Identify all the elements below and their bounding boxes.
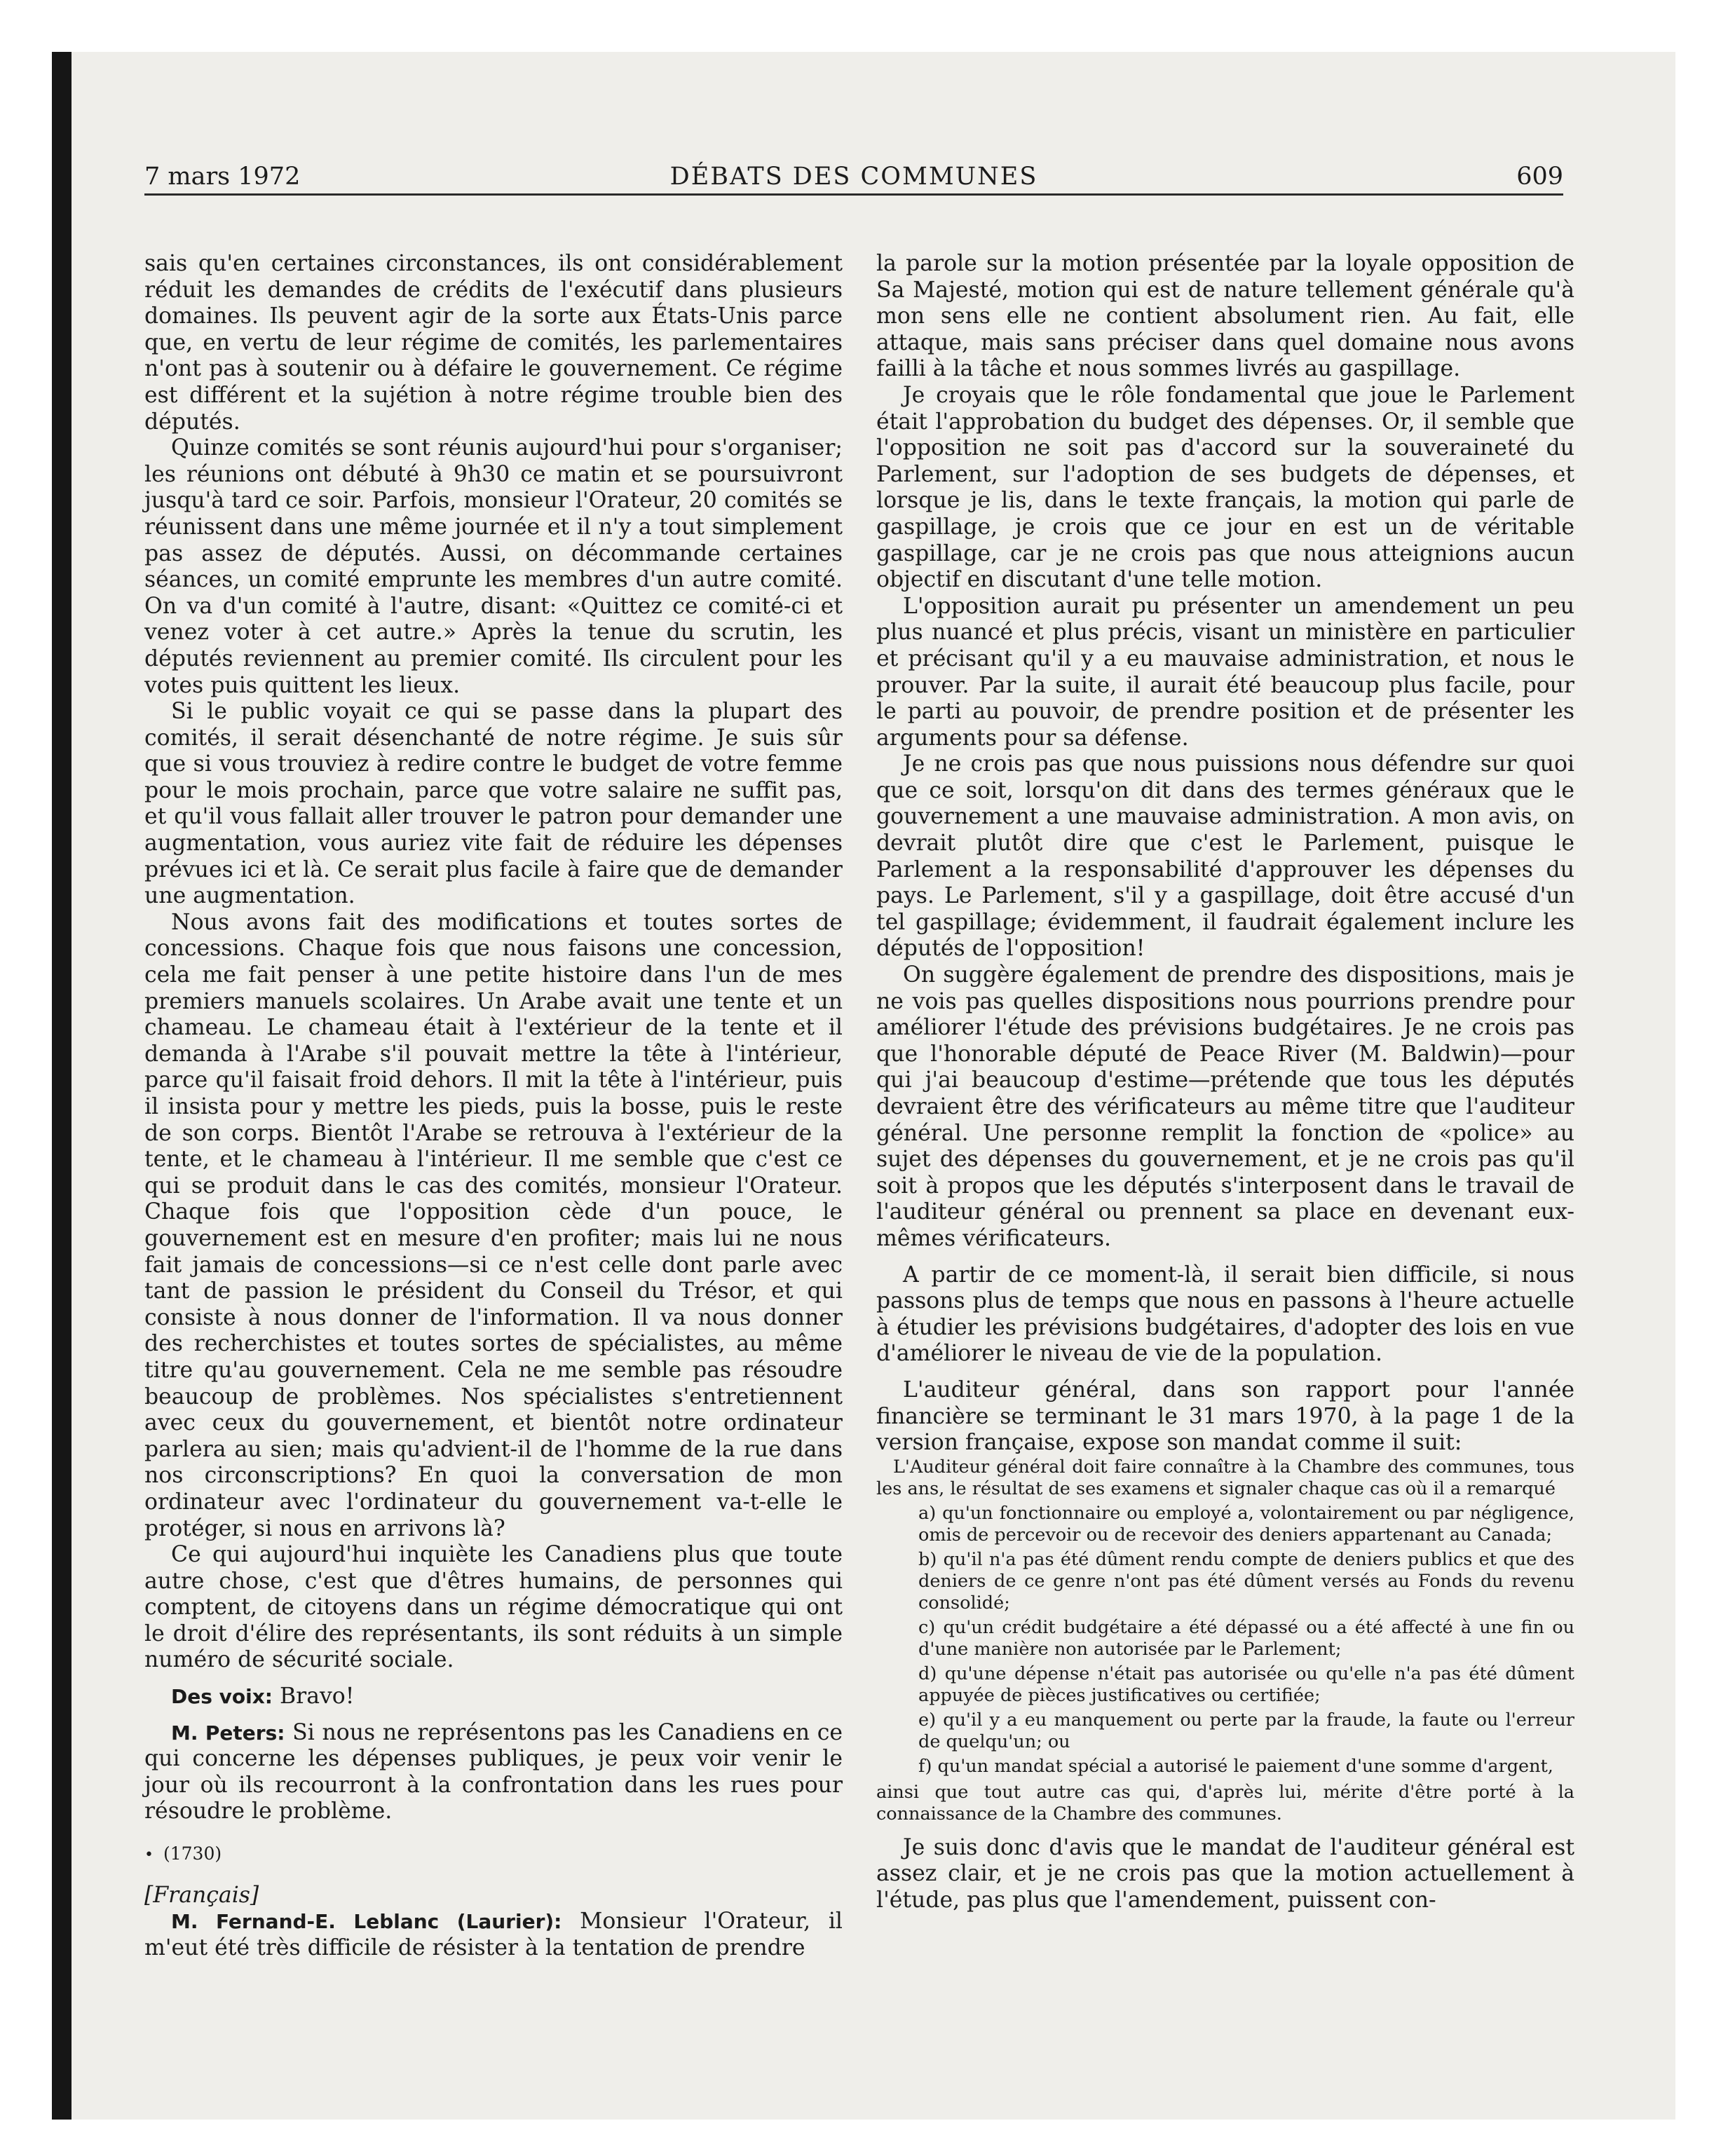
paragraph: Je suis donc d'avis que le mandat de l'auditeur général est assez clair, et je ne crois pas que la motion actuellement à l'étude, pas plus que l'amendement, puissent con- [876,1834,1574,1913]
paragraph: A partir de ce moment-là, il serait bien difficile, si nous passons plus de temps que nous en passons à l'heure actuelle à étudier les prévisions budgétaires, d'adopter des lois en vue d'améliorer le niveau de vie de la population. [876,1262,1574,1367]
bullet-icon: • [144,1846,154,1864]
header-date: 7 mars 1972 [144,163,301,191]
quote-item: a) qu'un fonctionnaire ou employé a, volontairement ou par négligence, omis de percevoir ou de recevoir des deniers appartenant au Canada; [918,1502,1574,1546]
paragraph: Quinze comités se sont réunis aujourd'hui pour s'organiser; les réunions ont débuté à 9h30 ce matin et se poursuivront jusqu'à tard ce soir. Parfois, monsieur l'Orateur, 20 comités se réunissent dans une même journée et il n'y a tout simplement pas assez de députés. Aussi, on décommande certaines séances, un comité emprunte les membres d'un autre comité. On va d'un comité à l'autre, disant: «Quittez ce comité-ci et venez voter à cet autre.» Après la tenue du scrutin, les députés reviennent au premier comité. Ils circulent pour les votes puis quittent les lieux. [144,435,843,698]
paragraph: Je ne crois pas que nous puissions nous défendre sur quoi que ce soit, lorsqu'on dit dans des termes généraux que le gouvernement a une mauvaise administration. A mon avis, on devrait plutôt dire que c'est le Parlement, puisque le Parlement a la responsabilité d'approuver les dépenses du pays. Le Parlement, s'il y a gaspillage, doit être accusé d'un tel gaspillage; évidemment, il faudrait également inclure les députés de l'opposition! [876,751,1574,962]
quote-item: e) qu'il y a eu manquement ou perte par la fraude, la faute ou l'erreur de quelqu'un; ou [918,1709,1574,1752]
speech-text: Monsieur l'Orateur, il m'eut été très difficile de résister à la tentation de prendre [144,1909,843,1960]
speech-text: Bravo! [280,1684,355,1710]
time-stamp: (1730) [163,1843,222,1864]
paragraph: la parole sur la motion présentée par la loyale opposition de Sa Majesté, motion qui est de nature tellement générale qu'à mon sens elle ne contient absolument rien. Au fait, elle attaque, mais sans préciser dans quel domaine nous avons failli à la tâche et nous sommes livrés au gaspillage. [876,251,1574,382]
speaker-paragraph [144,1720,843,1825]
quote-item: b) qu'il n'a pas été dûment rendu compte de deniers publics et que des deniers de ce genre n'ont pas été dûment versés au Fonds du revenu consolidé; [918,1548,1574,1613]
block-quote [876,1456,1574,1778]
paragraph: Ce qui aujourd'hui inquiète les Canadiens plus que toute autre chose, c'est que d'êtres humains, de personnes qui comptent, de citoyens dans un régime démocratique qui ont le droit d'élire des représentants, ils sont réduits à un simple numéro de sécurité sociale. [144,1542,843,1673]
paragraph: L'opposition aurait pu présenter un amendement un peu plus nuancé et plus précis, visant un ministère en particulier et précisant qu'il y a eu mauvaise administration, et nous le prouver. Par la suite, il aurait été beaucoup plus facile, pour le parti au pouvoir, de prendre position et de présenter les arguments pour sa défense. [876,593,1574,751]
page-number: 609 [1516,163,1563,191]
paragraph: Nous avons fait des modifications et toutes sortes de concessions. Chaque fois que nous faisons une concession, cela me fait penser à une petite histoire dans l'un de mes premiers manuels scolaires. Un Arabe avait une tente et un chameau. Le chameau était à l'extérieur de la tente et il demanda à l'Arabe s'il pouvait mettre la tête à l'intérieur, parce qu'il faisait froid dehors. Il mit la tête à l'intérieur, puis il insista pour y mettre les pieds, puis la bosse, puis le reste de son corps. Bientôt l'Arabe se retrouva à l'extérieur de la tente, et le chameau à l'intérieur. Il me semble que c'est ce qui se produit dans le cas des comités, monsieur l'Orateur. Chaque fois que l'opposition cède d'un pouce, le gouvernement est en mesure d'en profiter; mais lui ne nous fait jamais de concessions—si ce n'est celle dont parle avec tant de passion le président du Conseil du Trésor, et qui consiste à nous donner de l'information. Il va nous donner des recherchistes et toutes sortes de spécialistes, au même titre qu'au gouvernement. Cela ne me semble pas résoudre beaucoup de problèmes. Nos spécialistes s'entretiennent avec ceux du gouvernement, et bientôt notre ordinateur parlera au sien; mais qu'advient-il de l'homme de la rue dans nos circonscriptions? En quoi la conversation de mon ordinateur avec l'ordinateur du gouvernement va-t-elle le protéger, si nous en arrivons là? [144,909,843,1541]
quote-item: c) qu'un crédit budgétaire a été dépassé ou a été affecté à une fin ou d'une manière non autorisée par le Parlement; [918,1616,1574,1660]
quote-intro: L'Auditeur général doit faire connaître à la Chambre des communes, tous les ans, le résultat de ses examens et signaler chaque cas où il a remarqué [876,1456,1574,1499]
speaker-name: M. Peters: [171,1721,285,1745]
paragraph: L'auditeur général, dans son rapport pour l'année financière se terminant le 31 mars 1970, à la page 1 de la version française, expose son mandat comme il suit: [876,1377,1574,1456]
quote-item: d) qu'une dépense n'était pas autorisée ou qu'elle n'a pas été dûment appuyée de pièces justificatives ou certifiée; [918,1663,1574,1706]
speaker-name: M. Fernand-E. Leblanc (Laurier): [171,1910,562,1934]
binding-edge [52,52,72,2120]
speaker-name: Des voix: [171,1685,273,1709]
quote-item: f) qu'un mandat spécial a autorisé le paiement d'une somme d'argent, [918,1755,1553,1777]
speaker-paragraph [144,1909,843,1961]
paragraph: sais qu'en certaines circonstances, ils ont considérablement réduit les demandes de crédits de l'exécutif dans plusieurs domaines. Ils peuvent agir de la sorte aux États-Unis parce que, en vertu de leur régime de comités, les parlementaires n'ont pas à soutenir ou à défaire le gouvernement. Ce régime est différent et la sujétion à notre régime trouble bien des députés. [144,251,843,435]
right-column [876,251,1574,1914]
speech-text: Si nous ne représentons pas les Canadiens en ce qui concerne les dépenses publiques, je peux voir venir le jour où ils recourront à la confrontation dans les rues pour résoudre le problème. [144,1719,843,1824]
paragraph: On suggère également de prendre des dispositions, mais je ne vois pas quelles dispositions nous pourrions prendre pour améliorer l'étude des prévisions budgétaires. Je ne crois pas que l'honorable député de Peace River (M. Baldwin)—pour qui j'ai beaucoup d'estime—prétende que tous les députés devraient être des vérificateurs au même titre que l'auditeur général. Une personne remplit la fonction de «police» au sujet des dépenses du gouvernement, et je ne crois pas qu'il soit à propos que les députés s'interposent dans le travail de l'auditeur général ou prennent sa place en devenant eux-mêmes vérificateurs. [876,962,1574,1251]
paragraph: Si le public voyait ce qui se passe dans la plupart des comités, il serait désenchanté de notre régime. Je suis sûr que si vous trouviez à redire contre le budget de votre femme pour le mois prochain, parce que votre salaire ne suffit pas, et qu'il vous fallait aller trouver le patron pour demander une augmentation, vous auriez vite fait de réduire les dépenses prévues ici et là. Ce serait plus facile à faire que de demander une augmentation. [144,699,843,909]
header-title: DÉBATS DES COMMUNES [669,163,1038,191]
time-marker [144,1841,843,1869]
quote-outro: ainsi que tout autre cas qui, d'après lui, mérite d'être porté à la connaissance de la Chambre des communes. [876,1781,1574,1824]
language-marker: [Français] [144,1882,259,1908]
paragraph: Je croyais que le rôle fondamental que joue le Parlement était l'approbation du budget des dépenses. Or, il semble que l'opposition ne soit pas d'accord sur la souveraineté du Parlement, sur l'adoption de ses budgets de dépenses, et lorsque je lis, dans le texte français, la motion qui parle de gaspillage, je crois que ce jour en est un de véritable gaspillage, car je ne crois pas que nous atteignions aucun objectif en discutant d'une telle motion. [876,382,1574,593]
page-header [144,160,1563,196]
left-column [144,251,843,1961]
speaker-paragraph [144,1684,843,1710]
